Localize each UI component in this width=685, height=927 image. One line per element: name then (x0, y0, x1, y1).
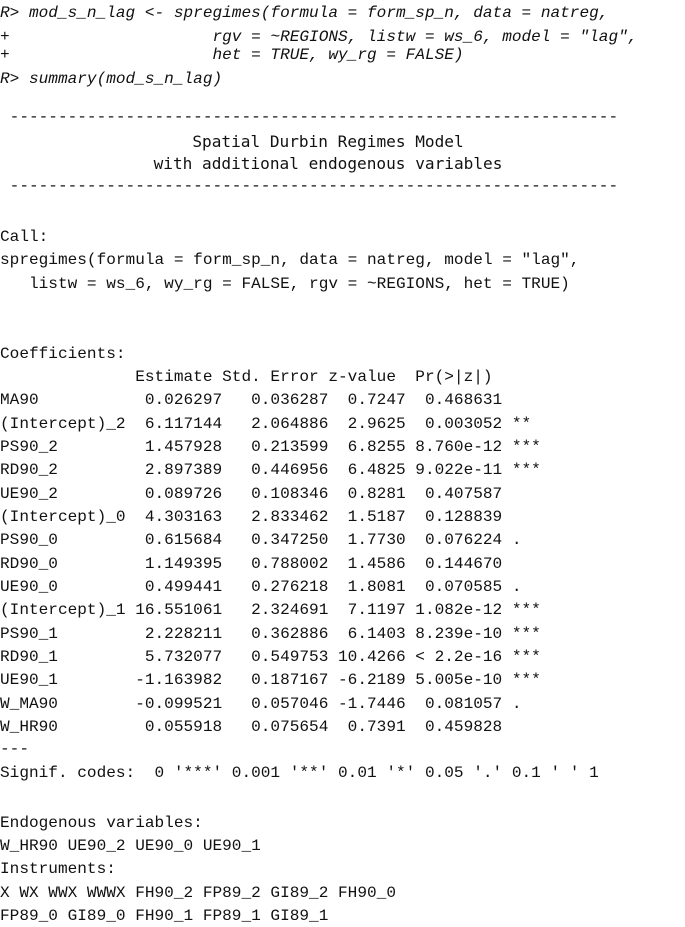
coefficients-label: Coefficients: (0, 345, 126, 363)
header-rule-bottom: --------------------------------------------------------------- (0, 177, 619, 195)
table-row: RD90_0 1.149395 0.788002 1.4586 0.144670 (0, 555, 503, 573)
signif-codes: Signif. codes: 0 '***' 0.001 '**' 0.01 '*' 0.05 '.' 0.1 ' ' 1 (0, 764, 599, 782)
separator: --- (0, 740, 29, 758)
model-title: Spatial Durbin Regimes Model (192, 132, 464, 151)
coefficients-header: Estimate Std. Error z-value Pr(>|z|) (0, 368, 493, 386)
r-input-line: R> summary(mod_s_n_lag) (0, 70, 223, 88)
table-row: PS90_0 0.615684 0.347250 1.7730 0.076224 . (0, 531, 522, 549)
table-row: W_MA90 -0.099521 0.057046 -1.7446 0.081057 . (0, 695, 522, 713)
table-row: PS90_1 2.228211 0.362886 6.1403 8.239e-10 *** (0, 625, 541, 643)
table-row: RD90_2 2.897389 0.446956 6.4825 9.022e-11 *** (0, 461, 541, 479)
instruments-line: X WX WWX WWWX FH90_2 FP89_2 GI89_2 FH90_0 (0, 884, 396, 902)
endogenous-label: Endogenous variables: (0, 814, 203, 832)
table-row: (Intercept)_1 16.551061 2.324691 7.1197 1.082e-12 *** (0, 601, 541, 619)
r-input-line: + rgv = ~REGIONS, listw = ws_6, model = "lag", (0, 28, 638, 46)
table-row: PS90_2 1.457928 0.213599 6.8255 8.760e-12 *** (0, 438, 541, 456)
table-row: UE90_1 -1.163982 0.187167 -6.2189 5.005e-10 *** (0, 671, 541, 689)
table-row: RD90_1 5.732077 0.549753 10.4266 < 2.2e-16 *** (0, 648, 541, 666)
model-subtitle: with additional endogenous variables (153, 154, 503, 173)
header-rule-top: --------------------------------------------------------------- (0, 108, 619, 126)
call-line: spregimes(formula = form_sp_n, data = natreg, model = "lag", (0, 251, 580, 269)
call-label: Call: (0, 228, 49, 246)
table-row: (Intercept)_2 6.117144 2.064886 2.9625 0.003052 ** (0, 415, 532, 433)
table-row: (Intercept)_0 4.303163 2.833462 1.5187 0.128839 (0, 508, 503, 526)
table-row: UE90_0 0.499441 0.276218 1.8081 0.070585 . (0, 578, 522, 596)
table-row: W_HR90 0.055918 0.075654 0.7391 0.459828 (0, 718, 503, 736)
r-input-line: R> mod_s_n_lag <- spregimes(formula = form_sp_n, data = natreg, (0, 4, 609, 22)
table-row: UE90_2 0.089726 0.108346 0.8281 0.407587 (0, 485, 503, 503)
instruments-label: Instruments: (0, 860, 116, 878)
table-row: MA90 0.026297 0.036287 0.7247 0.468631 (0, 391, 503, 409)
r-input-line: + het = TRUE, wy_rg = FALSE) (0, 46, 464, 64)
call-line: listw = ws_6, wy_rg = FALSE, rgv = ~REGIONS, het = TRUE) (0, 275, 570, 293)
endogenous-value: W_HR90 UE90_2 UE90_0 UE90_1 (0, 837, 261, 855)
instruments-line: FP89_0 GI89_0 FH90_1 FP89_1 GI89_1 (0, 907, 329, 925)
